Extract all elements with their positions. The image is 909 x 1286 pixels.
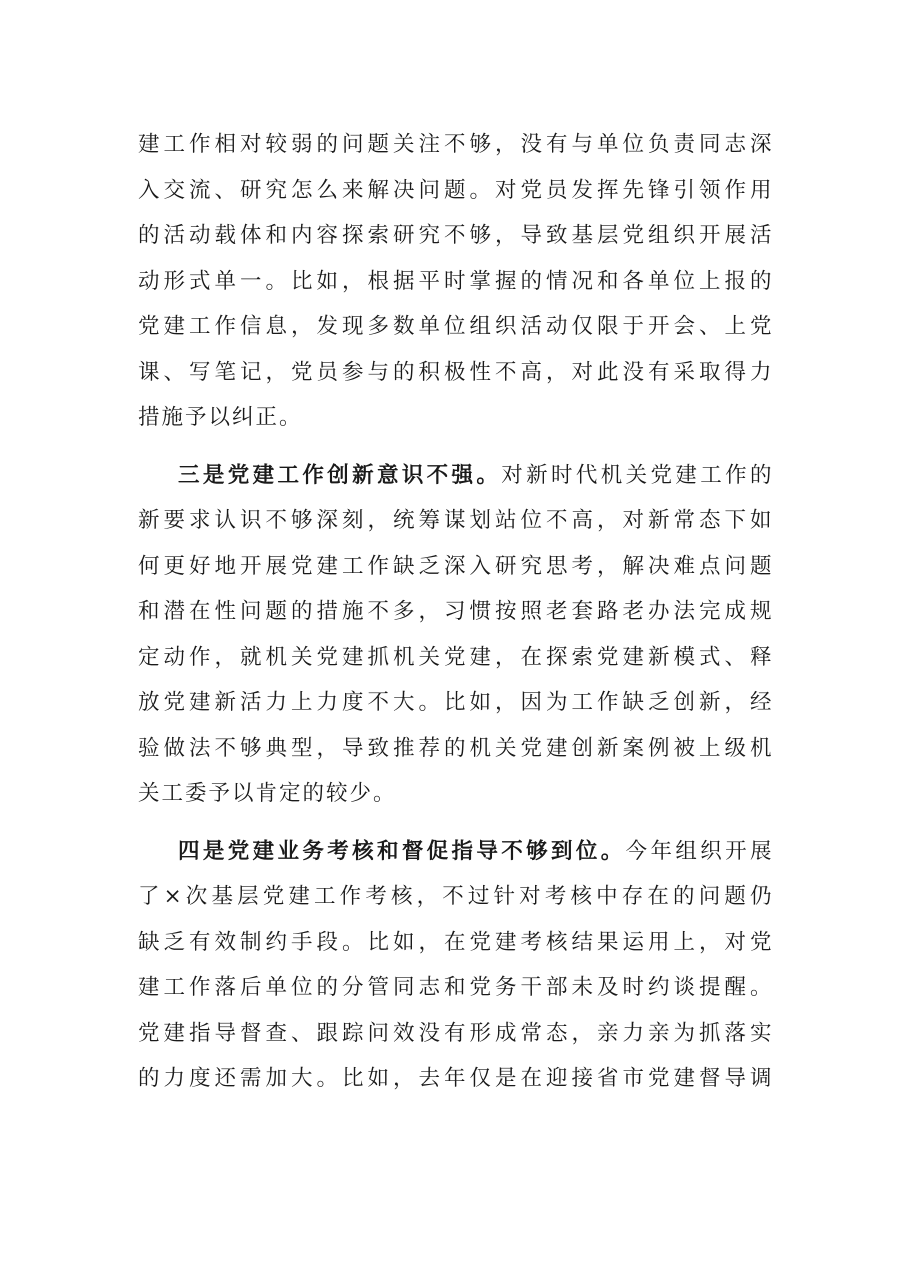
line-text: 课、写笔记，党员参与的积极性不高，对此没有采取得力 <box>138 359 772 385</box>
line-text: 的力度还需加大。比如，去年仅是在迎接省市党建督导调 <box>138 1066 772 1091</box>
text-line <box>138 453 772 499</box>
line-text: 建工作相对较弱的问题关注不够，没有与单位负责同志深 <box>138 132 772 157</box>
line-text: 对新时代机关党建工作的 <box>501 462 772 488</box>
text-line <box>138 1011 772 1057</box>
text-line <box>138 635 772 681</box>
line-text: 的活动载体和内容探索研究不够，导致基层党组织开展活 <box>138 223 772 248</box>
paragraph-1 <box>138 122 772 441</box>
line-text: 了×次基层党建工作考核，不过针对考核中存在的问题仍 <box>138 884 772 909</box>
line-text: 党建指导督查、跟踪问效没有形成常态，亲力亲为抓落实 <box>138 1020 772 1046</box>
line-text: 定动作，就机关党建抓机关党建，在探索党建新模式、释 <box>138 644 772 670</box>
line-text: 动形式单一。比如，根据平时掌握的情况和各单位上报的 <box>138 268 772 294</box>
paragraph-2 <box>138 453 772 817</box>
line-text: 和潜在性问题的措施不多，习惯按照老套路老办法完成规 <box>138 599 772 624</box>
text-line <box>138 680 772 726</box>
line-text: 党建工作信息，发现多数单位组织活动仅限于开会、上党 <box>138 314 772 339</box>
text-line <box>138 544 772 590</box>
line-text: 入交流、研究怎么来解决问题。对党员发挥先锋引领作用 <box>138 177 772 203</box>
line-text: 何更好地开展党建工作缺乏深入研究思考，解决难点问题 <box>138 553 772 579</box>
text-line <box>138 965 772 1011</box>
paragraph-heading: 四是党建业务考核和督促指导不够到位。 <box>178 838 626 864</box>
text-line <box>138 771 772 817</box>
line-text: 今年组织开展 <box>625 838 772 864</box>
line-text: 新要求认识不够深刻，统筹谋划站位不高，对新常态下如 <box>138 508 772 533</box>
text-line <box>138 395 772 441</box>
text-line <box>138 259 772 305</box>
text-line <box>138 589 772 635</box>
text-line <box>138 874 772 920</box>
line-text: 放党建新活力上力度不大。比如，因为工作缺乏创新，经 <box>138 690 772 715</box>
line-text: 措施予以纠正。 <box>138 405 303 430</box>
text-line <box>138 1056 772 1102</box>
text-line <box>138 920 772 966</box>
text-line <box>138 122 772 168</box>
text-line <box>138 304 772 350</box>
text-line <box>138 498 772 544</box>
line-text: 验做法不够典型，导致推荐的机关党建创新案例被上级机 <box>138 735 772 761</box>
text-line <box>138 829 772 875</box>
text-line <box>138 213 772 259</box>
document-body <box>138 122 772 1114</box>
text-line <box>138 726 772 772</box>
paragraph-3 <box>138 829 772 1102</box>
text-line <box>138 168 772 214</box>
paragraph-heading: 三是党建工作创新意识不强。 <box>178 462 502 488</box>
line-text: 缺乏有效制约手段。比如，在党建考核结果运用上，对党 <box>138 929 772 955</box>
line-text: 关工委予以肯定的较少。 <box>138 781 397 806</box>
text-line <box>138 350 772 396</box>
line-text: 建工作落后单位的分管同志和党务干部未及时约谈提醒。 <box>138 975 772 1000</box>
